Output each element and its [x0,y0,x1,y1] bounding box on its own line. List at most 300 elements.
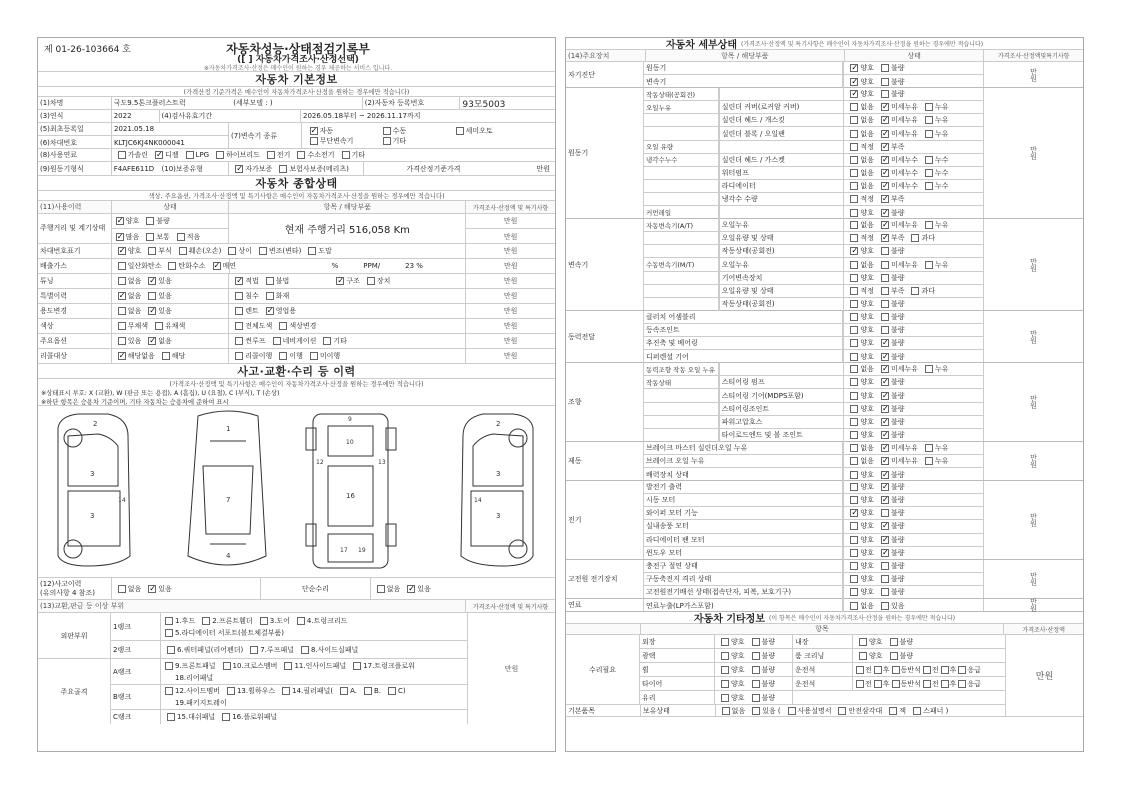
checkbox[interactable] [850,247,858,255]
checkbox[interactable] [881,536,889,544]
svg-text:3: 3 [90,470,95,478]
checkbox[interactable] [850,509,858,517]
checkbox[interactable] [752,666,760,674]
checkbox[interactable] [259,247,267,255]
checkbox[interactable] [752,680,760,688]
checkbox[interactable] [850,221,858,229]
checkbox-gauge-good[interactable] [116,217,124,225]
checkbox[interactable] [148,307,156,315]
checkbox[interactable] [850,169,858,177]
checkbox[interactable] [228,247,236,255]
option [891,679,921,689]
opt-label: 불량 [890,300,905,309]
option [921,168,949,178]
checkbox[interactable] [850,353,858,361]
checkbox-diesel[interactable] [155,151,163,159]
checkbox[interactable] [850,562,858,570]
checkbox[interactable] [279,352,287,360]
detail-row [644,206,983,219]
checkbox[interactable] [118,352,126,360]
checkbox[interactable] [881,378,889,386]
checkbox[interactable] [881,549,889,557]
checkbox[interactable] [850,431,858,439]
detail-subitem: 실린더 헤드 / 가스켓 [719,154,844,166]
checkbox[interactable] [859,652,867,660]
checkbox[interactable] [881,365,889,373]
opt-label: 있음 [417,584,431,593]
checkbox[interactable] [881,78,889,86]
option [846,89,874,99]
detail-item: 커먼레일 [644,206,719,219]
checkbox[interactable] [925,103,933,111]
checkbox-floor-panel[interactable] [222,713,230,721]
checkbox[interactable] [925,116,933,124]
checkbox-side-sill[interactable] [301,646,309,654]
group-name: 연료 [566,599,644,611]
option [921,364,949,374]
checkbox[interactable] [850,274,858,282]
checkbox-pillar-b[interactable] [364,687,372,695]
checkbox[interactable] [850,300,858,308]
checkbox-accident-yes[interactable] [148,585,156,593]
checkbox[interactable] [881,509,889,517]
checkbox[interactable] [925,444,933,452]
detail-row [644,101,983,114]
option [114,276,142,286]
checkbox[interactable] [850,602,858,610]
checkbox-keep-none[interactable] [722,707,730,715]
opt-label: LPG [195,151,210,159]
checkbox-self-warranty[interactable] [235,165,243,173]
checkbox[interactable] [850,234,858,242]
checkbox[interactable] [881,274,889,282]
checkbox[interactable] [881,64,889,72]
checkbox[interactable] [308,247,316,255]
checkbox[interactable] [118,247,126,255]
checkbox-trunk-lid[interactable] [297,617,305,625]
checkbox-front-panel[interactable] [165,662,173,670]
option [717,651,745,661]
detail-item: 실내송풍 모터 [644,520,843,532]
h-use: (11)사용이력 [38,201,112,213]
checkbox[interactable] [874,666,882,674]
other-right-state [853,677,1005,690]
option [921,102,949,112]
checkbox-keep-yes[interactable] [752,707,760,715]
opt-label: 불량 [890,404,905,413]
checkbox[interactable] [941,666,949,674]
checkbox[interactable] [881,522,889,530]
exchange-header [38,600,555,613]
checkbox[interactable] [923,680,931,688]
checkbox[interactable] [925,457,933,465]
checkbox[interactable] [118,307,126,315]
checkbox-front-fender[interactable] [202,617,210,625]
checkbox[interactable] [925,261,933,269]
checkbox[interactable] [118,277,126,285]
checkbox[interactable] [721,680,729,688]
checkbox-accident-none[interactable] [118,585,126,593]
checkbox[interactable] [881,90,889,98]
checkbox[interactable] [881,182,889,190]
checkbox[interactable] [881,353,889,361]
option [921,181,949,191]
option [886,651,914,661]
checkbox[interactable] [148,292,156,300]
detail-state [843,272,983,284]
checkbox[interactable] [752,638,760,646]
overall-row [38,259,555,274]
checkbox[interactable] [336,277,344,285]
checkbox[interactable] [923,666,931,674]
checkbox[interactable] [941,680,949,688]
checkbox[interactable] [850,313,858,321]
checkbox[interactable] [235,277,243,285]
checkbox[interactable] [850,392,858,400]
checkbox[interactable] [881,575,889,583]
checkbox[interactable] [925,130,933,138]
detail-row [644,403,983,416]
detail-state [843,88,983,100]
checkbox[interactable] [881,602,889,610]
opt-label: 불량 [890,483,905,492]
checkbox-fuel-other[interactable] [342,151,350,159]
checkbox[interactable] [179,247,187,255]
checkbox-side-member[interactable] [165,687,173,695]
opt-label: 없음 [860,168,874,177]
checkbox-simple-yes[interactable] [407,585,415,593]
checkbox[interactable] [850,588,858,596]
checkbox[interactable] [850,130,858,138]
opt-label: 누유 [935,129,949,138]
checkbox[interactable] [118,337,126,345]
checkbox[interactable] [279,322,287,330]
checkbox[interactable] [881,195,889,203]
checkbox[interactable] [118,322,126,330]
checkbox[interactable] [958,666,966,674]
checkbox-simple-none[interactable] [377,585,385,593]
option [877,325,905,335]
checkbox[interactable] [881,471,889,479]
checkbox-roof-panel[interactable] [250,646,258,654]
checkbox-insurer-warranty[interactable] [279,165,287,173]
checkbox[interactable] [850,339,858,347]
checkbox[interactable] [721,666,729,674]
checkbox[interactable] [850,496,858,504]
vin-value: KLTJC6KJ4NK000041 [114,138,185,147]
checkbox[interactable] [850,261,858,269]
checkbox[interactable] [856,666,864,674]
checkbox[interactable] [881,247,889,255]
checkbox[interactable] [958,680,966,688]
checkbox[interactable] [911,287,919,295]
option [846,456,874,466]
checkbox-gauge-bad[interactable] [146,217,154,225]
checkbox[interactable] [850,103,858,111]
checkbox[interactable] [118,292,126,300]
checkbox-pillar-a[interactable] [340,687,348,695]
checkbox[interactable] [850,471,858,479]
checkbox[interactable] [850,457,858,465]
overall-row-label: 용도변경 [38,304,112,318]
opt-label: 불량 [899,651,914,660]
checkbox[interactable] [881,392,889,400]
h-state: 상태 [845,50,984,61]
gas-value: 23 % [405,262,423,270]
checkbox-mileage-low[interactable] [177,233,185,241]
checkbox-spanner[interactable] [913,707,921,715]
detail-row [644,127,983,140]
checkbox-trunk-floor[interactable] [353,662,361,670]
detail-state [843,206,983,219]
checkbox[interactable] [890,638,898,646]
option [846,338,874,348]
checkbox-jack[interactable] [889,707,897,715]
checkbox[interactable] [881,444,889,452]
checkbox[interactable] [892,680,900,688]
overall-row-label: 주요옵션 [38,334,112,348]
opt-label: 양호 [860,535,874,544]
opt-label: 없음 [386,584,401,593]
checkbox[interactable] [850,64,858,72]
option [877,587,905,597]
option [846,601,874,611]
checkbox-mileage-normal[interactable] [146,233,154,241]
checkbox-door[interactable] [260,617,268,625]
checkbox-wheel-house[interactable] [227,687,235,695]
detail-row [644,337,983,350]
option [144,291,172,301]
checkbox[interactable] [925,182,933,190]
checkbox[interactable] [925,156,933,164]
checkbox[interactable] [850,378,858,386]
detail-state [843,311,983,323]
checkbox-dash-panel[interactable] [167,713,175,721]
checkbox[interactable] [266,307,274,315]
checkbox[interactable] [881,234,889,242]
checkbox[interactable] [881,496,889,504]
detail-state [843,560,983,572]
checkbox[interactable] [881,300,889,308]
svg-text:9: 9 [348,416,352,423]
checkbox-manual-book[interactable] [788,707,796,715]
overall-row [38,304,555,319]
basic-items-label: 기본품목 [566,705,641,717]
checkbox[interactable] [925,365,933,373]
checkbox[interactable] [925,221,933,229]
checkbox[interactable] [235,337,243,345]
checkbox[interactable] [850,483,858,491]
opt-label: 없음 [127,584,142,593]
checkbox[interactable] [155,322,163,330]
checkbox-hybrid[interactable] [216,151,224,159]
checkbox[interactable] [881,405,889,413]
checkbox[interactable] [266,292,274,300]
checkbox[interactable] [148,247,156,255]
checkbox[interactable] [925,169,933,177]
checkbox[interactable] [881,103,889,111]
checkbox[interactable] [721,652,729,660]
detail-item: 수동변속기(M/T) [644,258,719,270]
checkbox[interactable] [881,313,889,321]
checkbox[interactable] [881,287,889,295]
opt-label: 누유 [935,457,949,465]
checkbox[interactable] [118,262,126,270]
option [877,89,905,99]
checkbox[interactable] [721,638,729,646]
checkbox[interactable] [881,221,889,229]
checkbox[interactable] [310,352,318,360]
checkbox[interactable] [235,307,243,315]
checkbox[interactable] [148,277,156,285]
checkbox-cross-member[interactable] [223,662,231,670]
opt-label: 양호 [731,694,745,703]
checkbox[interactable] [881,326,889,334]
checkbox[interactable] [850,444,858,452]
checkbox[interactable] [367,277,375,285]
option [877,220,918,230]
checkbox[interactable] [881,418,889,426]
checkbox[interactable] [850,287,858,295]
checkbox[interactable] [850,143,858,151]
checkbox[interactable] [168,262,176,270]
checkbox[interactable] [850,522,858,530]
opt-label: 양호 [860,378,874,387]
checkbox[interactable] [850,209,858,217]
checkbox[interactable] [874,680,882,688]
checkbox[interactable] [850,405,858,413]
doc-notice: ※자동차가격조사·산정은 매수인이 원하는 경우 제공하는 서비스 입니다. [203,65,393,72]
checkbox[interactable] [721,694,729,702]
checkbox-triangle[interactable] [838,707,846,715]
checkbox[interactable] [881,457,889,465]
checkbox[interactable] [881,562,889,570]
checkbox[interactable] [850,536,858,544]
checkbox[interactable] [235,292,243,300]
checkbox[interactable] [850,116,858,124]
checkbox[interactable] [881,588,889,596]
checkbox-hydrogen[interactable] [297,151,305,159]
overall-row-label: 튜닝 [38,274,112,288]
detail-item: 클러치 어셈블리 [644,311,843,323]
checkbox[interactable] [850,195,858,203]
option [114,351,155,361]
opt-label: 해당 [171,352,186,360]
checkbox[interactable] [881,156,889,164]
checkbox[interactable] [850,156,858,164]
checkbox-pillar-c[interactable] [388,687,396,695]
overall-row [38,319,555,334]
checkbox[interactable] [235,352,243,360]
opt-label: C) [397,687,406,695]
opt-label: 불량 [890,417,905,426]
checkbox-manual[interactable] [383,127,391,135]
checkbox[interactable] [850,182,858,190]
checkbox[interactable] [859,638,867,646]
checkbox[interactable] [881,143,889,151]
opt-label: 미세누유 [890,365,918,374]
checkbox-electric[interactable] [267,151,275,159]
checkbox[interactable] [911,234,919,242]
checkbox-pillar-panel[interactable] [282,687,290,695]
checkbox[interactable] [881,169,889,177]
checkbox[interactable] [213,262,221,270]
opt-label: 미세누유 [890,221,918,230]
overall-row-state [112,259,237,273]
checkbox[interactable] [881,483,889,491]
checkbox[interactable] [881,339,889,347]
checkbox[interactable] [266,277,274,285]
opt-label: 누수 [935,155,949,164]
checkbox[interactable] [273,337,281,345]
checkbox[interactable] [850,326,858,334]
checkbox[interactable] [162,352,170,360]
opt-label: 불량 [890,90,905,99]
checkbox-trans-other[interactable] [383,137,391,145]
opt-label: 3.도어 [269,616,290,625]
option [717,637,745,647]
detail-unit: 만원 [1029,257,1038,272]
checkbox-radiator-support[interactable] [165,629,173,637]
checkbox-inside-panel[interactable] [284,662,292,670]
checkbox[interactable] [850,575,858,583]
checkbox-cvt[interactable] [310,137,318,145]
overall-rows [38,244,555,364]
checkbox[interactable] [148,337,156,345]
checkbox[interactable] [752,694,760,702]
checkbox[interactable] [856,680,864,688]
checkbox[interactable] [850,549,858,557]
rankC-label: C랭크 [111,710,161,724]
opt-label: 양호 [860,208,874,217]
checkbox[interactable] [850,90,858,98]
checkbox[interactable] [881,116,889,124]
checkbox-mileage-high[interactable] [116,233,124,241]
opt-label: 양호 [860,273,874,282]
checkbox[interactable] [323,337,331,345]
checkbox[interactable] [881,261,889,269]
checkbox-quarter-panel[interactable] [167,646,175,654]
checkbox-hood[interactable] [165,617,173,625]
option [957,679,981,689]
opt-label: 보통 [156,232,170,241]
checkbox[interactable] [850,365,858,373]
checkbox[interactable] [850,418,858,426]
detail-unit: 만원 [1029,598,1038,613]
detail-subitem: 실린더 블록 / 오일팬 [719,127,844,139]
checkbox-semi-auto[interactable] [456,127,464,135]
checkbox[interactable] [892,666,900,674]
checkbox[interactable] [752,652,760,660]
checkbox[interactable] [881,431,889,439]
checkbox-gasoline[interactable] [118,151,126,159]
checkbox[interactable] [235,322,243,330]
checkbox[interactable] [881,130,889,138]
rank1-items [161,613,467,640]
option [846,312,874,322]
opt-label: 양호 [860,522,874,531]
checkbox[interactable] [850,78,858,86]
checkbox[interactable] [890,652,898,660]
opt-label: 불량 [761,694,776,703]
checkbox-auto[interactable] [310,127,318,135]
unit: 만원 [503,262,518,270]
checkbox[interactable] [881,209,889,217]
row-mileage [38,214,555,244]
detail-row [644,154,983,167]
group-name: 고전원 전기장치 [566,560,644,598]
checkbox-lpg[interactable] [186,151,194,159]
